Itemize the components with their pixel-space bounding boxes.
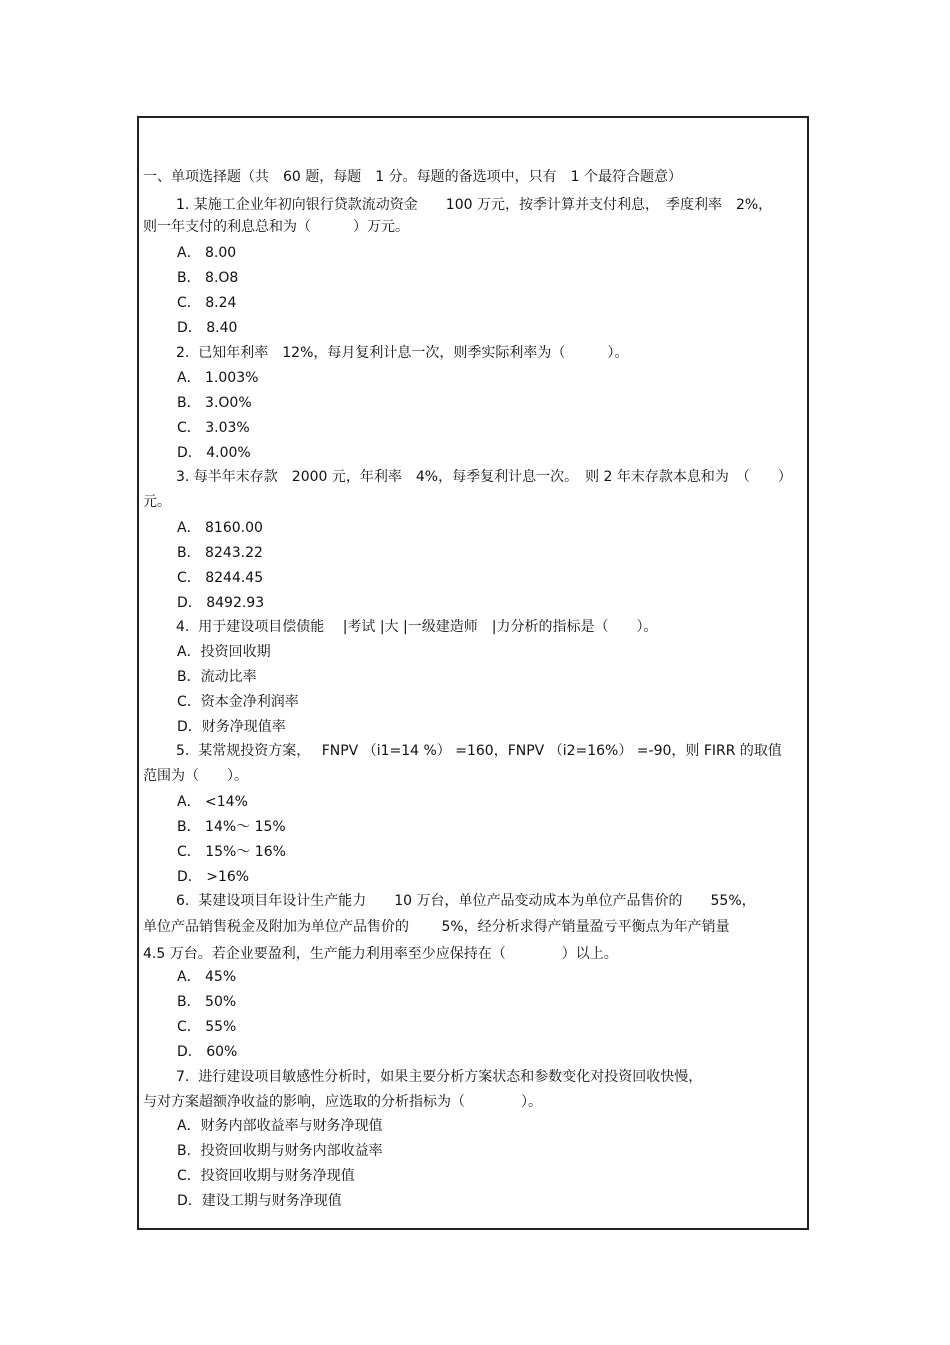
question-7-stem-line-1: 7. 进行建设项目敏感性分析时，如果主要分析方案状态和参数变化对投资回收快慢， [176, 1069, 703, 1085]
question-5-stem-line-1: 5. 某常规投资方案， FNPV （i1=14 %） =160，FNPV （i2=16%） =-90，则 FIRR 的取值 [176, 743, 782, 759]
question-1-option-a: A． 8.00 [177, 245, 237, 261]
question-2-option-b: B． 3.O0% [177, 395, 252, 411]
question-6-stem-line-1: 6. 某建设项目年设计生产能力 10 万台，单位产品变动成本为单位产品售价的 55%， [176, 893, 756, 909]
question-3-option-b: B． 8243.22 [177, 545, 263, 561]
question-5-option-c: C． 15%～ 16% [177, 844, 286, 860]
question-6-option-a: A． 45% [177, 969, 237, 985]
question-3-stem-line-1: 3. 每半年末存款 2000 元，年利率 4%，每季复利计息一次。 则 2 年末存款本息和为 （ ） [176, 469, 792, 485]
question-6-option-c: C． 55% [177, 1019, 237, 1035]
question-5-option-a: A． <14% [177, 794, 248, 810]
question-3-stem-line-2: 元。 [143, 494, 171, 510]
question-4-option-a: A．投资回收期 [177, 644, 271, 660]
section-heading: 一、单项选择题（共 60 题，每题 1 分。每题的备选项中，只有 1 个最符合题意） [143, 169, 682, 185]
question-3-option-d: D． 8492.93 [177, 595, 265, 611]
question-6-stem-line-3: 4.5 万台。若企业要盈利，生产能力利用率至少应保持在（ ）以上。 [143, 946, 618, 962]
question-4-option-b: B．流动比率 [177, 669, 257, 685]
question-5-option-d: D． >16% [177, 869, 250, 885]
question-2-option-a: A． 1.003% [177, 370, 259, 386]
question-5-option-b: B． 14%～ 15% [177, 819, 286, 835]
question-3-option-c: C． 8244.45 [177, 570, 264, 586]
question-6-stem-line-2: 单位产品销售税金及附加为单位产品售价的 5%，经分析求得产销量盈亏平衡点为年产销量 [143, 919, 730, 935]
question-7-option-a: A．财务内部收益率与财务净现值 [177, 1118, 383, 1134]
question-4-stem-line-1: 4. 用于建设项目偿债能 |考试 |大 |一级建造师 |力分析的指标是（ ）。 [176, 619, 658, 635]
question-2-option-d: D． 4.00% [177, 445, 251, 461]
question-6-option-d: D． 60% [177, 1044, 238, 1060]
question-1-stem-line-2: 则一年支付的利息总和为（ ）万元。 [143, 219, 409, 235]
question-4-option-c: C．资本金净利润率 [177, 694, 299, 710]
question-2-stem-line-1: 2. 已知年利率 12%，每月复利计息一次，则季实际利率为（ ）。 [176, 345, 629, 361]
question-5-stem-line-2: 范围为（ ）。 [143, 768, 248, 784]
question-7-option-c: C．投资回收期与财务净现值 [177, 1168, 355, 1184]
question-1-stem-line-1: 1. 某施工企业年初向银行贷款流动资金 100 万元，按季计算并支付利息， 季度利率 2%， [176, 197, 773, 213]
question-6-option-b: B． 50% [177, 994, 237, 1010]
question-3-option-a: A． 8160.00 [177, 520, 263, 536]
question-1-option-b: B． 8.O8 [177, 270, 239, 286]
question-7-stem-line-2: 与对方案超额净收益的影响，应选取的分析指标为（ ）。 [143, 1094, 542, 1110]
question-1-option-d: D． 8.40 [177, 320, 238, 336]
question-2-option-c: C． 3.03% [177, 420, 250, 436]
question-4-option-d: D．财务净现值率 [177, 719, 286, 735]
question-1-option-c: C． 8.24 [177, 295, 237, 311]
question-7-option-b: B．投资回收期与财务内部收益率 [177, 1143, 383, 1159]
question-7-option-d: D．建设工期与财务净现值 [177, 1193, 342, 1209]
